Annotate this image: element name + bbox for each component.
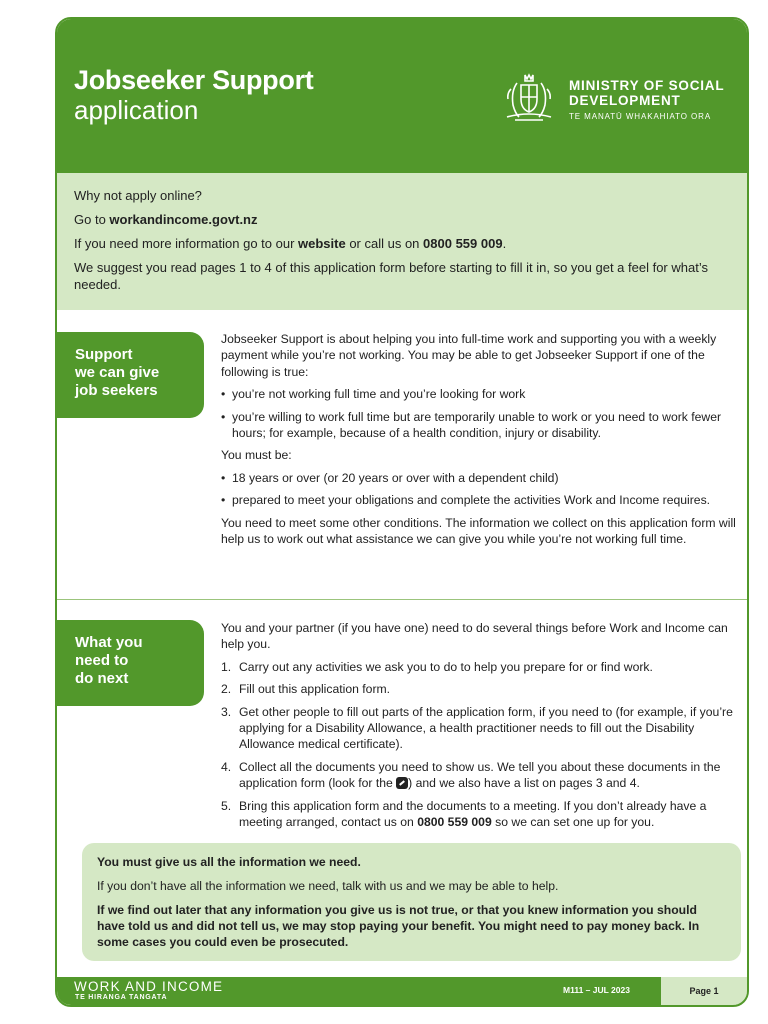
step-text-b: ) and we also have a list on pages 3 and 4.	[408, 776, 640, 791]
notice-line3: If we find out later that any information you give us is not true, or that you knew information you should have told us and did not tell us, we may stop paying your benefit. You might need to pay money back. In some cases you could even be prosecuted.	[97, 903, 700, 949]
website-text-link[interactable]: website	[298, 236, 346, 251]
intro-line2	[74, 211, 731, 228]
intro-line3-end: .	[502, 236, 507, 251]
next-intro: You and your partner (if you have one) need to do several things before Work and Income can help you.	[221, 621, 728, 652]
form-page	[55, 17, 749, 1007]
support-para2: You need to meet some other conditions. The information we collect on this application form will help us to work out what assistance we can give you while you’re not working full time.	[221, 515, 736, 547]
intro-line3	[74, 235, 731, 252]
step-number: 2.	[221, 682, 232, 697]
footer-brand-maori: TE HIRANGA TANGATA	[75, 994, 168, 1001]
intro-line3-prefix: If you need more information go to our	[74, 236, 299, 251]
form-code: M111 – JUL 2023	[563, 985, 630, 995]
notice-line1: You must give us all the information we need.	[97, 855, 361, 869]
support-section-tab	[57, 332, 204, 418]
step-item	[221, 798, 741, 831]
step-text-b: so we can set one up for you.	[491, 815, 655, 830]
requirement-bullet: • 18 years or over (or 20 years or over with a dependent child)	[221, 470, 741, 486]
notice-line2: If you don’t have all the information we need, talk with us and we may be able to help.	[97, 879, 559, 893]
ministry-line2: DEVELOPMENT	[569, 93, 681, 108]
step-text: Carry out any activities we ask you to do to help you prepare for or find work.	[239, 659, 653, 674]
important-notice	[82, 843, 741, 961]
page-subtitle: application	[74, 95, 199, 125]
step-text: Get other people to fill out parts of the application form, if you need to (for example, if you’re applying for a Disability Allowance, a health practitioner needs to fill out the Disability Allowance medical certificate).	[239, 704, 733, 752]
intro-line3-mid: or call us on	[345, 236, 424, 251]
next-steps-content	[221, 620, 741, 836]
next-tab-line1: What you	[75, 634, 143, 651]
step-number: 5.	[221, 798, 232, 813]
header-banner	[57, 19, 747, 173]
support-tab-line1: Support	[75, 346, 133, 363]
phone-number: 0800 559 009	[417, 815, 492, 830]
step-number: 4.	[221, 759, 232, 774]
support-tab-line3: job seekers	[75, 382, 158, 399]
ministry-logo-text	[569, 78, 724, 124]
intro-panel	[57, 173, 747, 310]
website-link[interactable]: workandincome.govt.nz	[109, 212, 258, 227]
document-icon	[396, 777, 408, 789]
ministry-line1: MINISTRY OF SOCIAL	[569, 78, 725, 93]
step-item	[221, 759, 741, 792]
support-section	[57, 310, 747, 600]
step-text: Fill out this application form.	[239, 682, 391, 697]
page-title: Jobseeker Support	[74, 65, 314, 95]
next-steps-tab	[57, 620, 204, 706]
footer-brand: WORK AND INCOME	[74, 979, 224, 994]
next-tab-line2: need to	[75, 652, 129, 669]
step-number: 1.	[221, 659, 232, 674]
step-item	[221, 659, 741, 675]
phone-number: 0800 559 009	[423, 236, 503, 251]
ministry-maori: TE MANATŪ WHAKAHIATO ORA	[569, 112, 712, 121]
intro-line1: Why not apply online?	[74, 188, 202, 203]
step-item	[221, 681, 741, 697]
support-bullet: • you’re not working full time and you’re looking for work	[221, 386, 741, 402]
intro-line2-prefix: Go to	[74, 212, 110, 227]
step-text-a: Collect all the documents you need to show us. We tell you about these documents in the application form (look for the	[239, 759, 721, 791]
support-must-be: You must be:	[221, 448, 292, 463]
nz-coat-of-arms-icon	[499, 69, 559, 123]
support-para1: Jobseeker Support is about helping you into full-time work and supporting you with a weekly payment while you’re not working. You may be able to get Jobseeker Support if one of the following is true:	[221, 332, 717, 379]
intro-line4: We suggest you read pages 1 to 4 of this application form before starting to fill it in, so you get a feel for what’s needed.	[74, 260, 708, 292]
footer-bar	[57, 977, 747, 1005]
step-number: 3.	[221, 704, 232, 719]
page-number: Page 1	[661, 977, 747, 1005]
support-bullet: • you’re willing to work full time but are temporarily unable to work or you need to work fewer hours; for example, because of a health condition, injury or disability.	[221, 409, 741, 442]
requirement-bullet: • prepared to meet your obligations and complete the activities Work and Income requires.	[221, 492, 741, 508]
next-tab-line3: do next	[75, 670, 129, 687]
step-text-a: Bring this application form and the documents to a meeting. If you don’t already have a meeting arranged, contact us on	[239, 798, 707, 830]
support-tab-line2: we can give	[75, 364, 160, 381]
support-section-content	[221, 331, 741, 553]
step-item	[221, 704, 741, 753]
